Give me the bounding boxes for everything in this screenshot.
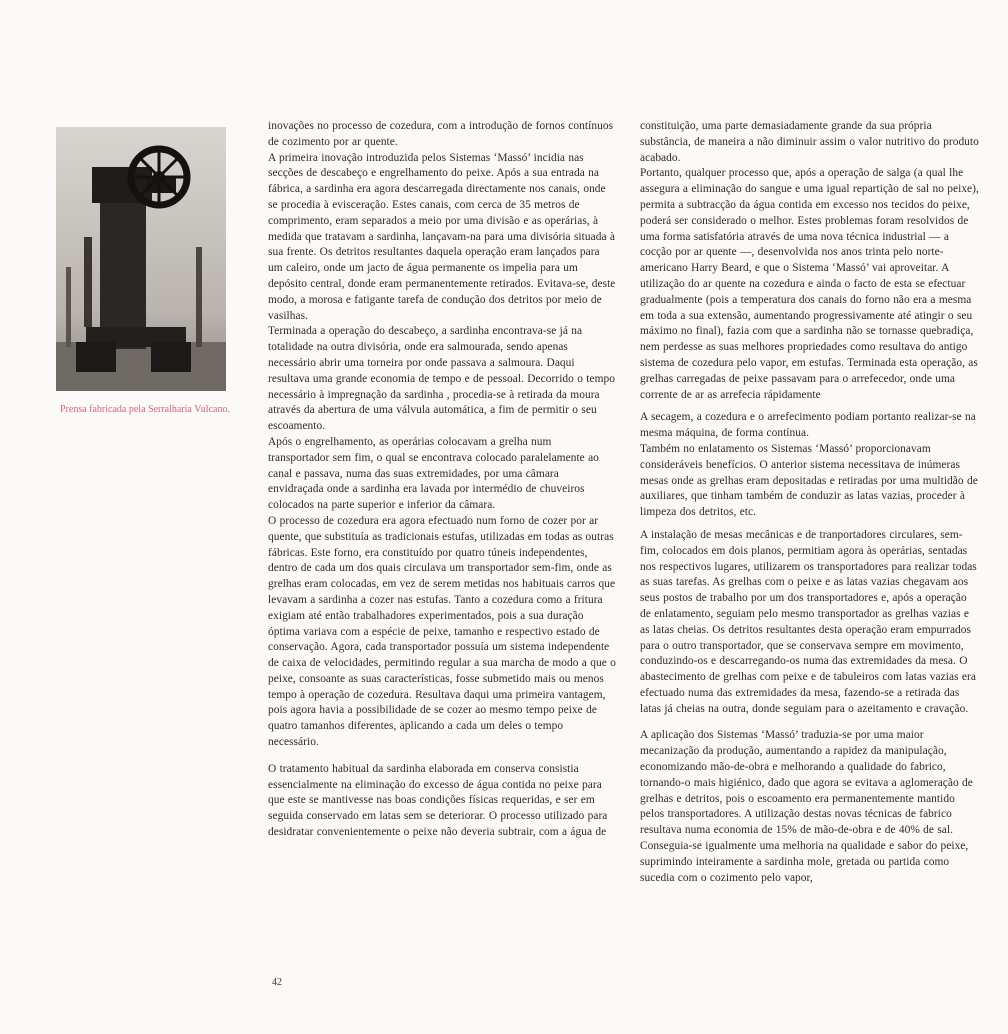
- paragraph: Terminada a operação do descabeço, a sardinha encontrava-se já na totalidade na outra divisória, onde era salmourada, sendo apenas necessário abrir uma torneira por onde passava a salmoura. Daqui resultava uma grande economia de tempo e de pessoal. Decorrido o tempo necessário à impregnação da sardinha , procedia-se à retirada da moura através da abertura de uma válvula automática, a fim de permitir o seu escoamento.: [268, 325, 615, 433]
- text-column-left: [268, 119, 616, 841]
- paragraph: Portanto, qualquer processo que, após a operação de salga (a qual lhe assegura a eliminação do sangue e uma igual repartição de sal no peixe), permita a subtracção da água contida em excesso nos tecidos do peixe, poderá ser considerado o melhor. Estes problemas foram resolvidos de uma forma satisfatória através de uma nova técnica industrial — a cocção por ar quente —, desenvolvida nos anos trinta pelo norte-americano Harry Beard, e que o Sistema ‘Massó’ vai aproveitar. A utilização do ar quente na cozedura e ainda o facto de esta se efectuar gradualmente (pois a temperatura dos canais do forno não era a mesma em toda a sua extensão, aumentando progressivamente até atingir o seu máximo no final), fazia com que a sardinha não se tornasse quebradiça, nem perdesse as suas melhores propriedades como resultava do antigo sistema de cozedura pelo vapor, em estufas. Terminada esta operação, as grelhas carregadas de peixe passavam para o arrefecedor, onde uma corrente de ar as arrefecia rápidamente: [640, 167, 979, 401]
- paragraph: A aplicação dos Sistemas ‘Massó’ traduzia-se por uma maior mecanização da produção, aumentando a rapidez da manipulação, economizando mão-de-obra e melhorando a qualidade do fabrico, tornando-o mais higiénico, dado que agora se evitava a aglomeração de grelhas e detritos, pois o escoamento era permanentemente mantido pelos transportadores. A utilização destas novas técnicas de fabrico resultava numa economia de 15% de mão-de-obra e de 40% de sal. Conseguia-se igualmente uma melhoria na qualidade e sabor do peixe, suprimindo inteiramente a sardinha mole, gretada ou partida como sucedia com o cozimento pelo vapor,: [640, 729, 973, 884]
- paragraph: Após o engrelhamento, as operárias colocavam a grelha num transportador sem fim, o qual se encontrava colocado paralelamente ao canal e passava, numa das suas extremidades, por uma câmara envidraçada onde a sardinha era lavada por intermédio de chuveiros colocados na parte superior e inferior da câmara.: [268, 435, 599, 512]
- paragraph: constituição, uma parte demasiadamente grande da sua própria substância, de maneira a não diminuir assim o valor nutritivo do produto acabado.: [640, 120, 979, 164]
- paragraph: A primeira inovação introduzida pelos Sistemas ‘Massó’ incidia nas secções de descabeço e engrelhamento do peixe. Após a sua entrada na fábrica, a sardinha era agora descarregada directamente nos canais, onde se procedia à evisceração. Estes canais, com cerca de 35 metros de comprimento, eram separados a meio por uma divisão e as operárias, à medida que tratavam a sardinha, lançavam-na para uma divisória situada à sua frente. Os detritos resultantes daquela operação eram lançados para um caleiro, onde um jacto de água permanente os impelia para um depósito central, donde eram permanentemente retirados. Evitava-se, deste modo, a morosa e fatigante tarefa de condução dos detritos por meio de vasilhas.: [268, 151, 616, 322]
- paragraph: O tratamento habitual da sardinha elaborada em conserva consistia essencialmente na eliminação do excesso de água contida no peixe para que este se mantivesse nas boas condições físicas requeridas, e ser em seguida conservado em latas sem se deteriorar. O processo utilizado para desidratar convenientemente o peixe não deveria subtrair, com a água de: [268, 762, 608, 839]
- paragraph: A instalação de mesas mecânicas e de tranportadores circulares, sem-fim, colocados em dois planos, permitiam agora às operárias, sentadas nos respectivos lugares, utilizarem os transportadores para realizar todas as suas tarefas. As grelhas com o peixe e as latas vazias chegavam aos seus postos de trabalho por um dos transportadores e, após a operação de enlatamento, seguiam pelo mesmo transportador as grelhas vazias e as latas cheias. Os detritos resultantes desta operação eram empurrados para o outro transportador, que se conservava sempre em movimento, conduzindo-os e descarregando-os numa das extremidades da mesa. O abastecimento de grelhas com peixe e de tabuleiros com latas vazias era efectuado numa das extremidades da mesa, fazendo-se a retirada das latas já cheias na outra, donde seguiam para o azeitamento e cravação.: [640, 528, 977, 715]
- paragraph: inovações no processo de cozedura, com a introdução de fornos contínuos de cozimento por ar quente.: [268, 120, 614, 148]
- paragraph: A secagem, a cozedura e o arrefecimento podiam portanto realizar-se na mesma máquina, de forma contínua.: [640, 411, 976, 440]
- paragraph: Também no enlatamento os Sistemas ‘Massó’ proporcionavam consideráveis benefícios. O anterior sistema necessitava de inúmeras mesas onde as grelhas eram depositadas e retiradas por uma multidão de auxiliares, que tinham também de conduzir as latas vazias, proceder à limpeza dos detritos, etc.: [640, 442, 978, 519]
- press-photo: [56, 127, 226, 391]
- press-machine-image: [56, 127, 226, 391]
- photo-caption: Prensa fabricada pela Serralharia Vulcano.: [60, 404, 230, 415]
- page-number: 42: [272, 977, 282, 988]
- text-column-right: [640, 119, 980, 886]
- paragraph: O processo de cozedura era agora efectuado num forno de cozer por ar quente, que substituía as tradicionais estufas, utilizadas em todas as outras fábricas. Este forno, era constituído por quatro túneis independentes, dentro de cada um dos quais circulava um transportador sem-fim, onde as grelhas eram colocadas, em vez de serem metidas nos habituais carros que levavam a sardinha a cozer nas estufas. Tanto a cozedura como a fritura exigiam até então trabalhadores experimentados, pois a sua duração óptima variava com a espécie de peixe, tamanho e respectivo estado de conservação. Agora, cada transportador possuía um sistema independente de caixa de velocidades, permitindo regular a sua marcha de modo a que o peixe, consoante as suas características, fosse submetido mais ou menos tempo à operação de cozedura. Resultava daqui uma primeira vantagem, pois agora havia a possibilidade de se cozer ao mesmo tempo peixe de quatro tamanhos diferentes, aplicando a cada um deles o tempo necessário.: [268, 514, 616, 749]
